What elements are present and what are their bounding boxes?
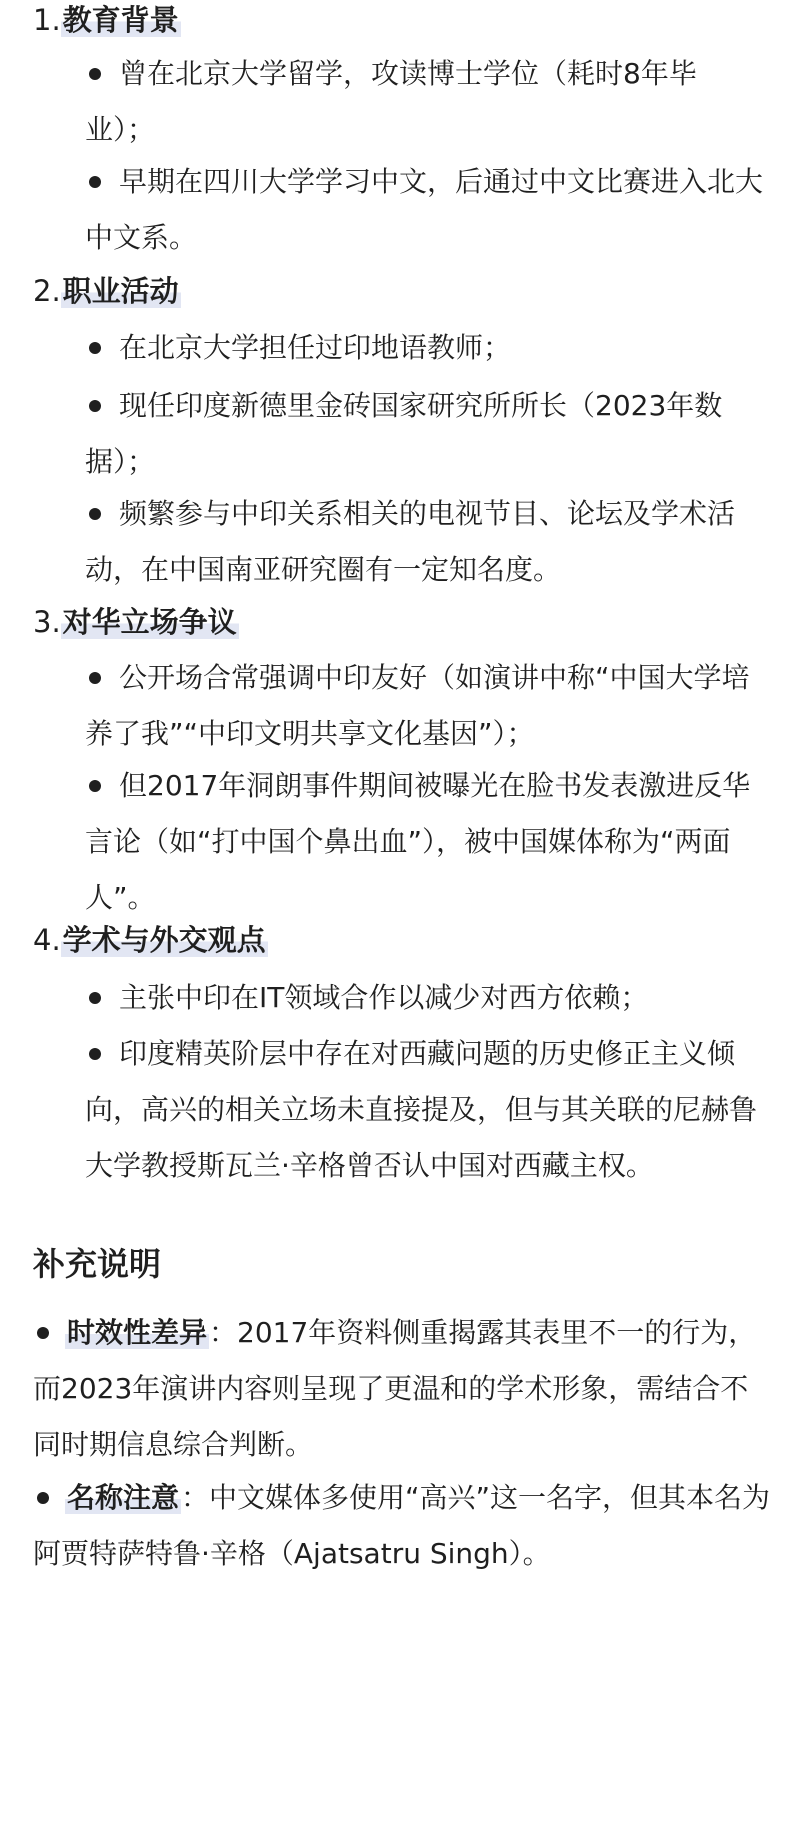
section-title: 对华立场争议 <box>62 605 237 639</box>
section-heading-education <box>33 0 181 40</box>
section-title: 职业活动 <box>62 274 179 308</box>
note-body: ：中文媒体多使用“高兴”这一名字，但其本名为阿贾特萨特鲁·辛格（Ajatsatru Singh）。 <box>33 1481 771 1570</box>
note-label: 时效性差异 <box>67 1316 208 1349</box>
section-number: 4. <box>33 923 61 957</box>
bullet-icon <box>89 992 101 1004</box>
list-item <box>85 486 765 598</box>
list-item-text: 公开场合常强调中印友好（如演讲中称“中国大学培养了我”“中印文明共享文化基因”）； <box>85 661 750 750</box>
bullet-icon <box>89 400 101 412</box>
bullet-icon <box>89 176 101 188</box>
list-item-text: 但2017年洞朗事件期间被曝光在脸书发表激进反华言论（如“打中国个鼻出血”），被中国媒体称为“两面人”。 <box>85 769 751 914</box>
bullet-icon <box>89 1048 101 1060</box>
list-item-text: 印度精英阶层中存在对西藏问题的历史修正主义倾向，高兴的相关立场未直接提及，但与其关联的尼赫鲁大学教授斯瓦兰·辛格曾否认中国对西藏主权。 <box>85 1037 758 1182</box>
list-item <box>85 970 765 1026</box>
list-item-text: 在北京大学担任过印地语教师； <box>119 331 512 364</box>
bullet-icon <box>37 1492 49 1504</box>
section-number: 2. <box>33 274 61 308</box>
bullet-icon <box>89 780 101 792</box>
supplement-note <box>33 1470 773 1582</box>
section-heading-career <box>33 271 181 311</box>
list-item <box>85 46 765 158</box>
list-item-text: 现任印度新德里金砖国家研究所所长（2023年数据）； <box>85 389 723 478</box>
list-item <box>85 378 765 490</box>
bullet-icon <box>37 1327 49 1339</box>
section-title: 学术与外交观点 <box>62 923 266 957</box>
bullet-icon <box>89 342 101 354</box>
bullet-icon <box>89 672 101 684</box>
section-number: 3. <box>33 605 61 639</box>
list-item <box>85 320 765 376</box>
bullet-icon <box>89 68 101 80</box>
list-item <box>85 1026 765 1194</box>
bullet-icon <box>89 508 101 520</box>
supplement-note <box>33 1305 773 1473</box>
list-item-text: 频繁参与中印关系相关的电视节目、论坛及学术活动，在中国南亚研究圈有一定知名度。 <box>85 497 736 586</box>
section-heading-academic <box>33 920 268 960</box>
list-item-text: 主张中印在IT领域合作以减少对西方依赖； <box>119 981 649 1014</box>
section-title: 教育背景 <box>62 3 179 37</box>
list-item-text: 曾在北京大学留学，攻读博士学位（耗时8年毕业）； <box>85 57 697 146</box>
supplement-heading: 补充说明 <box>33 1245 162 1283</box>
list-item <box>85 154 765 266</box>
note-body: ：2017年资料侧重揭露其表里不一的行为，而2023年演讲内容则呈现了更温和的学术形象，需结合不同时期信息综合判断。 <box>33 1316 757 1461</box>
supplement-note-text <box>33 1305 773 1473</box>
supplement-note-text <box>33 1470 773 1582</box>
section-heading-stance <box>33 602 239 642</box>
note-label: 名称注意 <box>67 1481 180 1514</box>
section-number: 1. <box>33 3 61 37</box>
list-item <box>85 650 765 762</box>
list-item <box>85 758 765 926</box>
list-item-text: 早期在四川大学学习中文，后通过中文比赛进入北大中文系。 <box>85 165 764 254</box>
